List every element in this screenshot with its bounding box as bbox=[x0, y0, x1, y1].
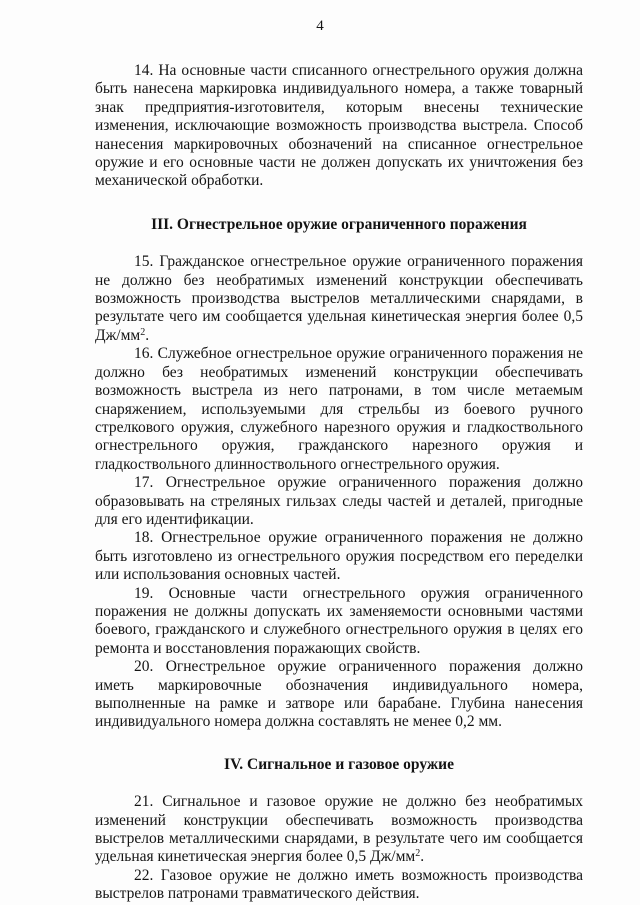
paragraph-21-text: 21. Сигнальное и газовое оружие не должно без необратимых изменений конструкции обеспечивать возможность производства выстрелов металлическими снарядами, в результате чего им сообщается удельная кинетическая энергия более 0,5 Дж/мм bbox=[95, 793, 583, 866]
paragraph-22: 22. Газовое оружие не должно иметь возможность производства выстрелов патронами травматического действия. bbox=[95, 866, 583, 903]
paragraph-15 bbox=[95, 253, 583, 345]
paragraph-14: 14. На основные части списанного огнестрельного оружия должна быть нанесена маркировка индивидуального номера, а также товарный знак предприятия-изготовителя, которым внесены технические изменения, исключающие возможность производства выстрела. Способ нанесения маркировочных обозначений на списанное огнестрельное оружие и его основные части не должен допускать их уничтожения без механической обработки. bbox=[95, 62, 583, 190]
paragraph-17: 17. Огнестрельное оружие ограниченного поражения должно образовывать на стреляных гильзах следы частей и деталей, пригодные для его идентификации. bbox=[95, 474, 583, 528]
paragraph-15-superscript: 2 bbox=[140, 326, 146, 338]
page-number: 4 bbox=[316, 18, 324, 34]
document-body bbox=[95, 62, 583, 904]
paragraph-21-end: . bbox=[420, 848, 425, 866]
section-heading-iii: III. Огнестрельное оружие ограниченного поражения bbox=[151, 215, 527, 233]
paragraph-15-text: 15. Гражданское огнестрельное оружие ограниченного поражения не должно без необратимых изменений конструкции обеспечивать возможность производства выстрелов металлическими снарядами, в результате чего им сообщается удельная кинетическая энергия более 0,5 Дж/мм bbox=[95, 253, 583, 344]
section-heading-iv: IV. Сигнальное и газовое оружие bbox=[224, 755, 454, 773]
paragraph-15-end: . bbox=[145, 326, 150, 344]
paragraph-21-superscript: 2 bbox=[415, 848, 421, 860]
paragraph-19: 19. Основные части огнестрельного оружия ограниченного поражения не должны допускать их заменяемости основными частями боевого, гражданского и служебного огнестрельного оружия в целях его ремонта и восстановления поражающих свойств. bbox=[95, 584, 583, 657]
paragraph-16: 16. Служебное огнестрельное оружие ограниченного поражения не должно без необратимых изменений конструкции обеспечивать возможность выстрела из него патронами, в том числе метаемым снаряжением, используемыми для стрельбы из боевого ручного стрелкового оружия, служебного нарезного оружия и гладкоствольного огнестрельного оружия, гражданского нарезного оружия и гладкоствольного длинноствольного огнестрельного оружия. bbox=[95, 345, 583, 473]
paragraph-20: 20. Огнестрельное оружие ограниченного поражения должно иметь маркировочные обозначения индивидуального номера, выполненные на рамке и затворе или барабане. Глубина нанесения индивидуального номера должна составлять не менее 0,2 мм. bbox=[95, 658, 583, 731]
paragraph-18: 18. Огнестрельное оружие ограниченного поражения не должно быть изготовлено из огнестрельного оружия посредством его переделки или использования основных частей. bbox=[95, 529, 583, 584]
paragraph-21 bbox=[95, 793, 583, 867]
